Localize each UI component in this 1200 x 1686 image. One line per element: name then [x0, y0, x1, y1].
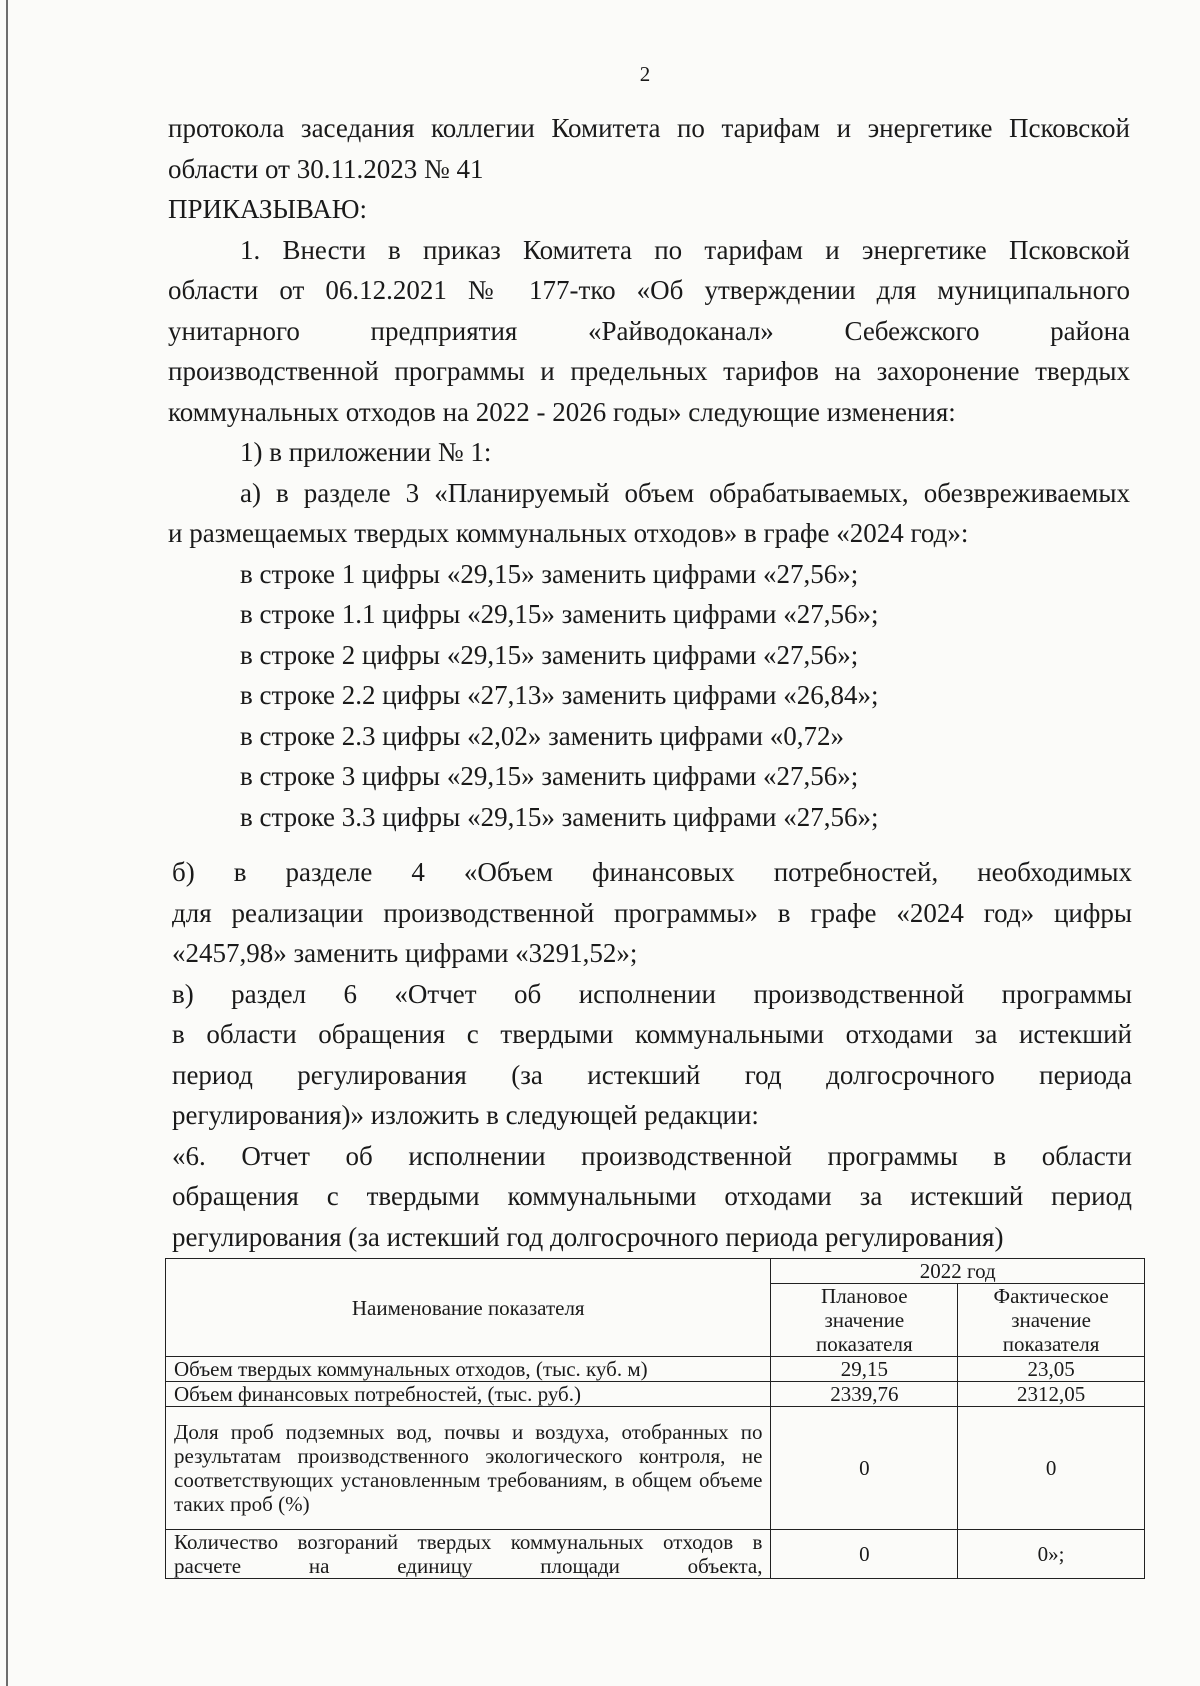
sub1: 1) в приложении № 1:: [240, 437, 492, 467]
row-fact: 0»;: [958, 1530, 1145, 1579]
item1-line-2: области от 06.12.2021 № 177-тко «Об утверждении для муниципального: [168, 275, 1130, 305]
table-row: [166, 1357, 1145, 1382]
row-plan: 0: [771, 1407, 958, 1530]
intro-line-1: протокола заседания коллегии Комитета по тарифам и энергетике Псковской: [168, 113, 1130, 143]
section6-line-1: «6. Отчет об исполнении производственной программы в области: [172, 1140, 1132, 1171]
sub-b-line-1: б) в разделе 4 «Объем финансовых потребностей, необходимых: [172, 857, 1132, 887]
replacement-line: в строке 3 цифры «29,15» заменить цифрами «27,56»;: [240, 761, 859, 791]
header-indicator-name: Наименование показателя: [166, 1259, 771, 1357]
row-name: Доля проб подземных вод, почвы и воздуха, отобранных по результатам производственного экологического контроля, не соответствующих установленным требованиям, в общем объеме таких проб (%): [166, 1407, 771, 1530]
section6-line-2: обращения с твердыми коммунальными отходами за истекший период: [172, 1181, 1132, 1211]
row-name: Объем твердых коммунальных отходов, (тыс. куб. м): [166, 1357, 771, 1382]
body-text-lower: [172, 852, 1132, 1257]
row-name: Объем финансовых потребностей, (тыс. руб.): [166, 1382, 771, 1407]
row-fact: 23,05: [958, 1357, 1145, 1382]
replacement-line: в строке 1.1 цифры «29,15» заменить цифрами «27,56»;: [240, 599, 879, 629]
body-text-upper: [168, 108, 1130, 837]
table-header-row: [166, 1259, 1145, 1284]
sub-a-line-1: а) в разделе 3 «Планируемый объем обрабатываемых, обезвреживаемых: [240, 477, 1130, 508]
row-fact: 2312,05: [958, 1382, 1145, 1407]
item1-line-4: производственной программы и предельных тарифов на захоронение твердых: [168, 356, 1130, 386]
item1-line-1: 1. Внести в приказ Комитета по тарифам и энергетике Псковской: [240, 234, 1130, 265]
replacement-line: в строке 1 цифры «29,15» заменить цифрами «27,56»;: [240, 558, 859, 589]
sub-v-line-4: регулирования)» изложить в следующей редакции:: [172, 1100, 759, 1130]
replacement-line: в строке 3.3 цифры «29,15» заменить цифрами «27,56»;: [240, 801, 879, 832]
sub-v-line-1: в) раздел 6 «Отчет об исполнении производственной программы: [172, 978, 1132, 1009]
report-table: [165, 1258, 1145, 1579]
page-edge-line: [6, 0, 8, 1686]
header-year: 2022 год: [771, 1259, 1145, 1284]
sub-v-line-3: период регулирования (за истекший год долгосрочного периода: [172, 1059, 1132, 1090]
sub-b-line-2: для реализации производственной программы» в графе «2024 год» цифры: [172, 897, 1132, 928]
sub-b-line-3: «2457,98» заменить цифрами «3291,52»;: [172, 938, 638, 968]
row-name: Количество возгораний твердых коммунальных отходов в расчете на единицу площади объекта,: [166, 1530, 771, 1579]
table-row: [166, 1530, 1145, 1579]
intro-line-2: области от 30.11.2023 № 41: [168, 153, 484, 184]
section6-line-3: регулирования (за истекший год долгосрочного периода регулирования): [172, 1221, 1004, 1252]
page-number: 2: [639, 62, 651, 86]
replacement-line: в строке 2.3 цифры «2,02» заменить цифрами «0,72»: [240, 720, 844, 751]
table-row: [166, 1382, 1145, 1407]
item1-line-5: коммунальных отходов на 2022 - 2026 годы» следующие изменения:: [168, 396, 956, 427]
header-fact-value: Фактическое значение показателя: [958, 1284, 1145, 1357]
sub-v-line-2: в области обращения с твердыми коммунальными отходами за истекший: [172, 1019, 1132, 1049]
row-plan: 2339,76: [771, 1382, 958, 1407]
item1-line-3: унитарного предприятия «Райводоканал» Себежского района: [168, 315, 1130, 346]
header-plan-value: Плановое значение показателя: [771, 1284, 958, 1357]
sub-a-line-2: и размещаемых твердых коммунальных отходов» в графе «2024 год»:: [168, 518, 969, 548]
row-plan: 29,15: [771, 1357, 958, 1382]
replacement-line: в строке 2 цифры «29,15» заменить цифрами «27,56»;: [240, 639, 859, 670]
replacement-line: в строке 2.2 цифры «27,13» заменить цифрами «26,84»;: [240, 680, 879, 710]
order-word: ПРИКАЗЫВАЮ:: [168, 194, 367, 224]
table-row: [166, 1407, 1145, 1530]
row-fact: 0: [958, 1407, 1145, 1530]
row-plan: 0: [771, 1530, 958, 1579]
